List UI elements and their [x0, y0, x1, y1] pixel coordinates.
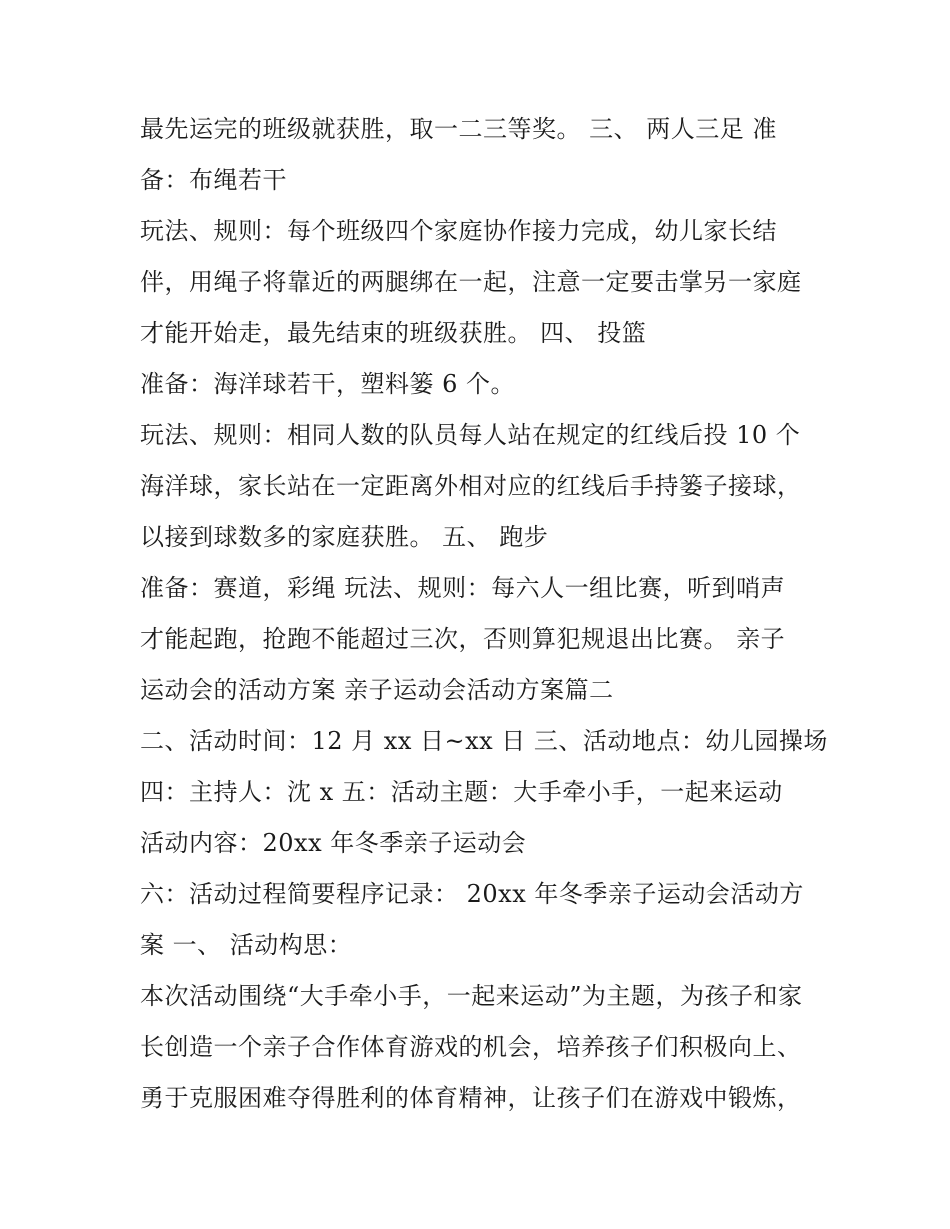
- text-line-8: 海洋球，家长站在一定距离外相对应的红线后手持篓子接球，: [140, 472, 802, 500]
- text-line-19: 长创造一个亲子合作体育游戏的机会，培养孩子们积极向上、: [140, 1033, 802, 1061]
- text-line-11: 才能起跑，抢跑不能超过三次，否则算犯规退出比赛。 亲子: [140, 625, 786, 653]
- text-line-6: 准备：海洋球若干，塑料篓 6 个。: [140, 370, 516, 398]
- text-line-9: 以接到球数多的家庭获胜。 五、 跑步: [140, 523, 549, 551]
- document-body: [140, 104, 830, 1124]
- text-line-7: 玩法、规则：相同人数的队员每人站在规定的红线后投 10 个: [140, 421, 801, 449]
- text-line-1: 最先运完的班级就获胜，取一二三等奖。 三、 两人三足 准: [140, 115, 777, 143]
- text-line-13: 二、活动时间：12 月 xx 日~xx 日 三、活动地点：幼儿园操场: [140, 727, 828, 755]
- text-line-12: 运动会的活动方案 亲子运动会活动方案篇二: [140, 676, 614, 704]
- text-line-14: 四：主持人：沈 x 五：活动主题：大手牵小手，一起来运动: [140, 778, 783, 806]
- text-line-10: 准备：赛道，彩绳 玩法、规则：每六人一组比赛，听到哨声: [140, 574, 786, 602]
- text-line-18: 本次活动围绕“大手牵小手，一起来运动”为主题，为孩子和家: [140, 982, 803, 1010]
- text-line-3: 玩法、规则：每个班级四个家庭协作接力完成，幼儿家长结: [140, 217, 777, 245]
- text-line-2: 备：布绳若干: [140, 166, 287, 194]
- text-line-15: 活动内容：20xx 年冬季亲子运动会: [140, 829, 527, 857]
- text-line-4: 伴，用绳子将靠近的两腿绑在一起，注意一定要击掌另一家庭: [140, 268, 802, 296]
- text-line-16: 六：活动过程简要程序记录： 20xx 年冬季亲子运动会活动方: [140, 880, 804, 908]
- text-line-5: 才能开始走，最先结束的班级获胜。 四、 投篮: [140, 319, 647, 347]
- text-line-17: 案 一、 活动构思：: [140, 931, 353, 959]
- text-line-20: 勇于克服困难夺得胜利的体育精神，让孩子们在游戏中锻炼，: [140, 1084, 802, 1112]
